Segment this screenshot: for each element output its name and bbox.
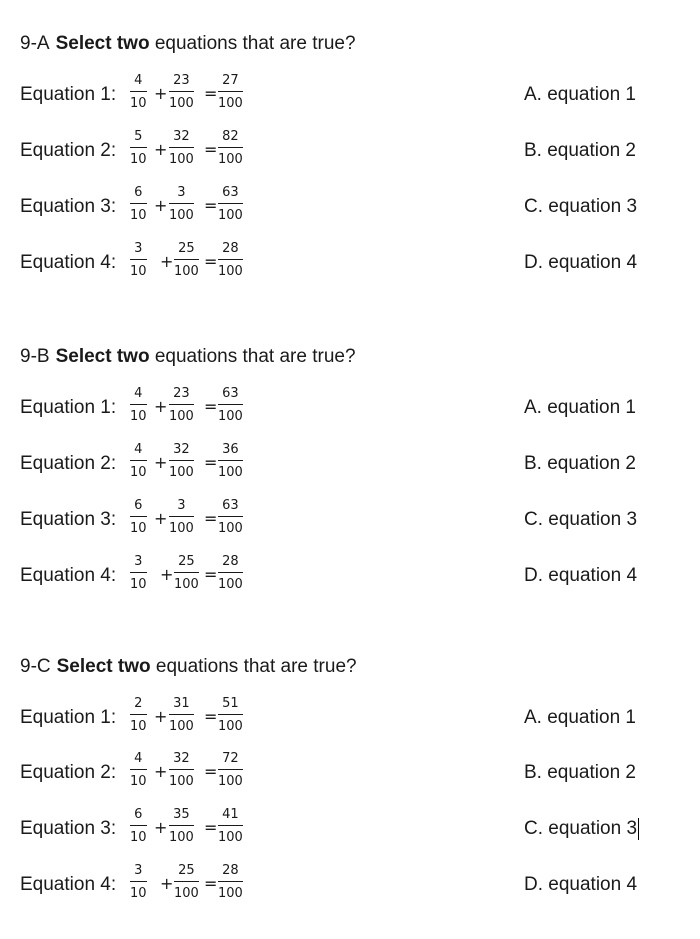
answer-choice-d[interactable]: D. equation 4 xyxy=(524,252,638,273)
equals-sign: = xyxy=(204,252,218,271)
answer-choice-d[interactable]: D. equation 4 xyxy=(524,565,638,586)
fraction-hundredths: $\frac{3}{100}$ xyxy=(169,185,194,223)
prompt-bold: Select two xyxy=(56,656,151,677)
fraction-tenths: $\frac{3}{10}$ xyxy=(130,241,147,279)
answer-choice-a[interactable]: A. equation 1 xyxy=(524,84,636,105)
equation-row xyxy=(0,695,700,741)
equation-row xyxy=(0,441,700,487)
answer-choice-d[interactable]: D. equation 4 xyxy=(524,874,638,895)
plus-sign: + xyxy=(160,565,174,584)
equation-row xyxy=(0,240,700,286)
fraction-sum: $\frac{36}{100}$ xyxy=(218,442,243,480)
equals-sign: = xyxy=(204,818,218,837)
answer-choice-c[interactable]: C. equation 3 xyxy=(524,196,638,217)
plus-sign: + xyxy=(154,453,168,472)
question-number: 9-B xyxy=(20,346,50,367)
equation-row xyxy=(0,72,700,118)
fraction-sum: $\frac{63}{100}$ xyxy=(218,386,243,424)
plus-sign: + xyxy=(154,140,168,159)
equation-row xyxy=(0,750,700,796)
question-prompt xyxy=(20,655,357,679)
answer-choice-c[interactable] xyxy=(524,818,639,840)
equals-sign: = xyxy=(204,762,218,781)
equals-sign: = xyxy=(204,707,218,726)
equation-row xyxy=(0,553,700,599)
fraction-tenths: $\frac{4}{10}$ xyxy=(130,751,147,789)
fraction-tenths: $\frac{6}{10}$ xyxy=(130,185,147,223)
fraction-tenths: $\frac{4}{10}$ xyxy=(130,442,147,480)
fraction-hundredths: $\frac{3}{100}$ xyxy=(169,498,194,536)
plus-sign: + xyxy=(154,397,168,416)
answer-choice-a[interactable]: A. equation 1 xyxy=(524,707,636,728)
plus-sign: + xyxy=(160,252,174,271)
equals-sign: = xyxy=(204,565,218,584)
equation-row xyxy=(0,128,700,174)
equation-label: Equation 3: xyxy=(20,818,117,839)
plus-sign: + xyxy=(154,84,168,103)
answer-choice-b[interactable]: B. equation 2 xyxy=(524,140,636,161)
fraction-hundredths: $\frac{31}{100}$ xyxy=(169,696,194,734)
fraction-tenths: $\frac{4}{10}$ xyxy=(130,386,147,424)
fraction-sum: $\frac{82}{100}$ xyxy=(218,129,243,167)
fraction-sum: $\frac{27}{100}$ xyxy=(218,73,243,111)
answer-choice-b[interactable]: B. equation 2 xyxy=(524,453,636,474)
text-cursor xyxy=(638,818,639,840)
equation-label: Equation 4: xyxy=(20,565,117,586)
fraction-sum: $\frac{63}{100}$ xyxy=(218,498,243,536)
plus-sign: + xyxy=(154,196,168,215)
fraction-hundredths: $\frac{32}{100}$ xyxy=(169,442,194,480)
fraction-hundredths: $\frac{23}{100}$ xyxy=(169,386,194,424)
equals-sign: = xyxy=(204,453,218,472)
answer-choice-c[interactable]: C. equation 3 xyxy=(524,509,638,530)
question-number: 9-A xyxy=(20,33,50,54)
answer-choice-b[interactable]: B. equation 2 xyxy=(524,762,636,783)
question-prompt xyxy=(20,345,356,369)
plus-sign: + xyxy=(154,818,168,837)
equation-row xyxy=(0,862,700,908)
equation-label: Equation 3: xyxy=(20,509,117,530)
plus-sign: + xyxy=(154,509,168,528)
equals-sign: = xyxy=(204,196,218,215)
fraction-tenths: $\frac{6}{10}$ xyxy=(130,498,147,536)
fraction-sum: $\frac{72}{100}$ xyxy=(218,751,243,789)
equation-label: Equation 4: xyxy=(20,874,117,895)
fraction-hundredths: $\frac{35}{100}$ xyxy=(169,807,194,845)
equation-label: Equation 2: xyxy=(20,762,117,783)
equation-row xyxy=(0,184,700,230)
equals-sign: = xyxy=(204,84,218,103)
plus-sign: + xyxy=(160,874,174,893)
fraction-sum: $\frac{28}{100}$ xyxy=(218,863,243,901)
fraction-hundredths: $\frac{23}{100}$ xyxy=(169,73,194,111)
prompt-bold: Select two xyxy=(55,346,150,367)
equation-row xyxy=(0,497,700,543)
fraction-hundredths: $\frac{32}{100}$ xyxy=(169,129,194,167)
question-prompt xyxy=(20,32,356,56)
answer-choice-c-text: C. equation 3 xyxy=(524,818,638,839)
fraction-hundredths: $\frac{32}{100}$ xyxy=(169,751,194,789)
equation-row xyxy=(0,385,700,431)
prompt-text: equations that are true? xyxy=(154,346,356,367)
question-number: 9-C xyxy=(20,656,51,677)
fraction-tenths: $\frac{3}{10}$ xyxy=(130,554,147,592)
equation-row xyxy=(0,806,700,852)
fraction-sum: $\frac{28}{100}$ xyxy=(218,554,243,592)
fraction-tenths: $\frac{4}{10}$ xyxy=(130,73,147,111)
prompt-text: equations that are true? xyxy=(154,33,356,54)
equation-label: Equation 1: xyxy=(20,84,117,105)
equation-label: Equation 2: xyxy=(20,453,117,474)
prompt-bold: Select two xyxy=(55,33,150,54)
fraction-tenths: $\frac{5}{10}$ xyxy=(130,129,147,167)
equation-label: Equation 1: xyxy=(20,397,117,418)
equation-label: Equation 4: xyxy=(20,252,117,273)
fraction-hundredths: $\frac{25}{100}$ xyxy=(174,863,199,901)
plus-sign: + xyxy=(154,762,168,781)
equals-sign: = xyxy=(204,509,218,528)
equation-label: Equation 2: xyxy=(20,140,117,161)
equals-sign: = xyxy=(204,140,218,159)
fraction-hundredths: $\frac{25}{100}$ xyxy=(174,554,199,592)
equals-sign: = xyxy=(204,397,218,416)
fraction-tenths: $\frac{6}{10}$ xyxy=(130,807,147,845)
plus-sign: + xyxy=(154,707,168,726)
fraction-sum: $\frac{28}{100}$ xyxy=(218,241,243,279)
equation-label: Equation 1: xyxy=(20,707,117,728)
answer-choice-a[interactable]: A. equation 1 xyxy=(524,397,636,418)
fraction-tenths: $\frac{2}{10}$ xyxy=(130,696,147,734)
fraction-sum: $\frac{63}{100}$ xyxy=(218,185,243,223)
fraction-hundredths: $\frac{25}{100}$ xyxy=(174,241,199,279)
prompt-text: equations that are true? xyxy=(155,656,357,677)
equals-sign: = xyxy=(204,874,218,893)
fraction-sum: $\frac{51}{100}$ xyxy=(218,696,243,734)
equation-label: Equation 3: xyxy=(20,196,117,217)
fraction-tenths: $\frac{3}{10}$ xyxy=(130,863,147,901)
fraction-sum: $\frac{41}{100}$ xyxy=(218,807,243,845)
